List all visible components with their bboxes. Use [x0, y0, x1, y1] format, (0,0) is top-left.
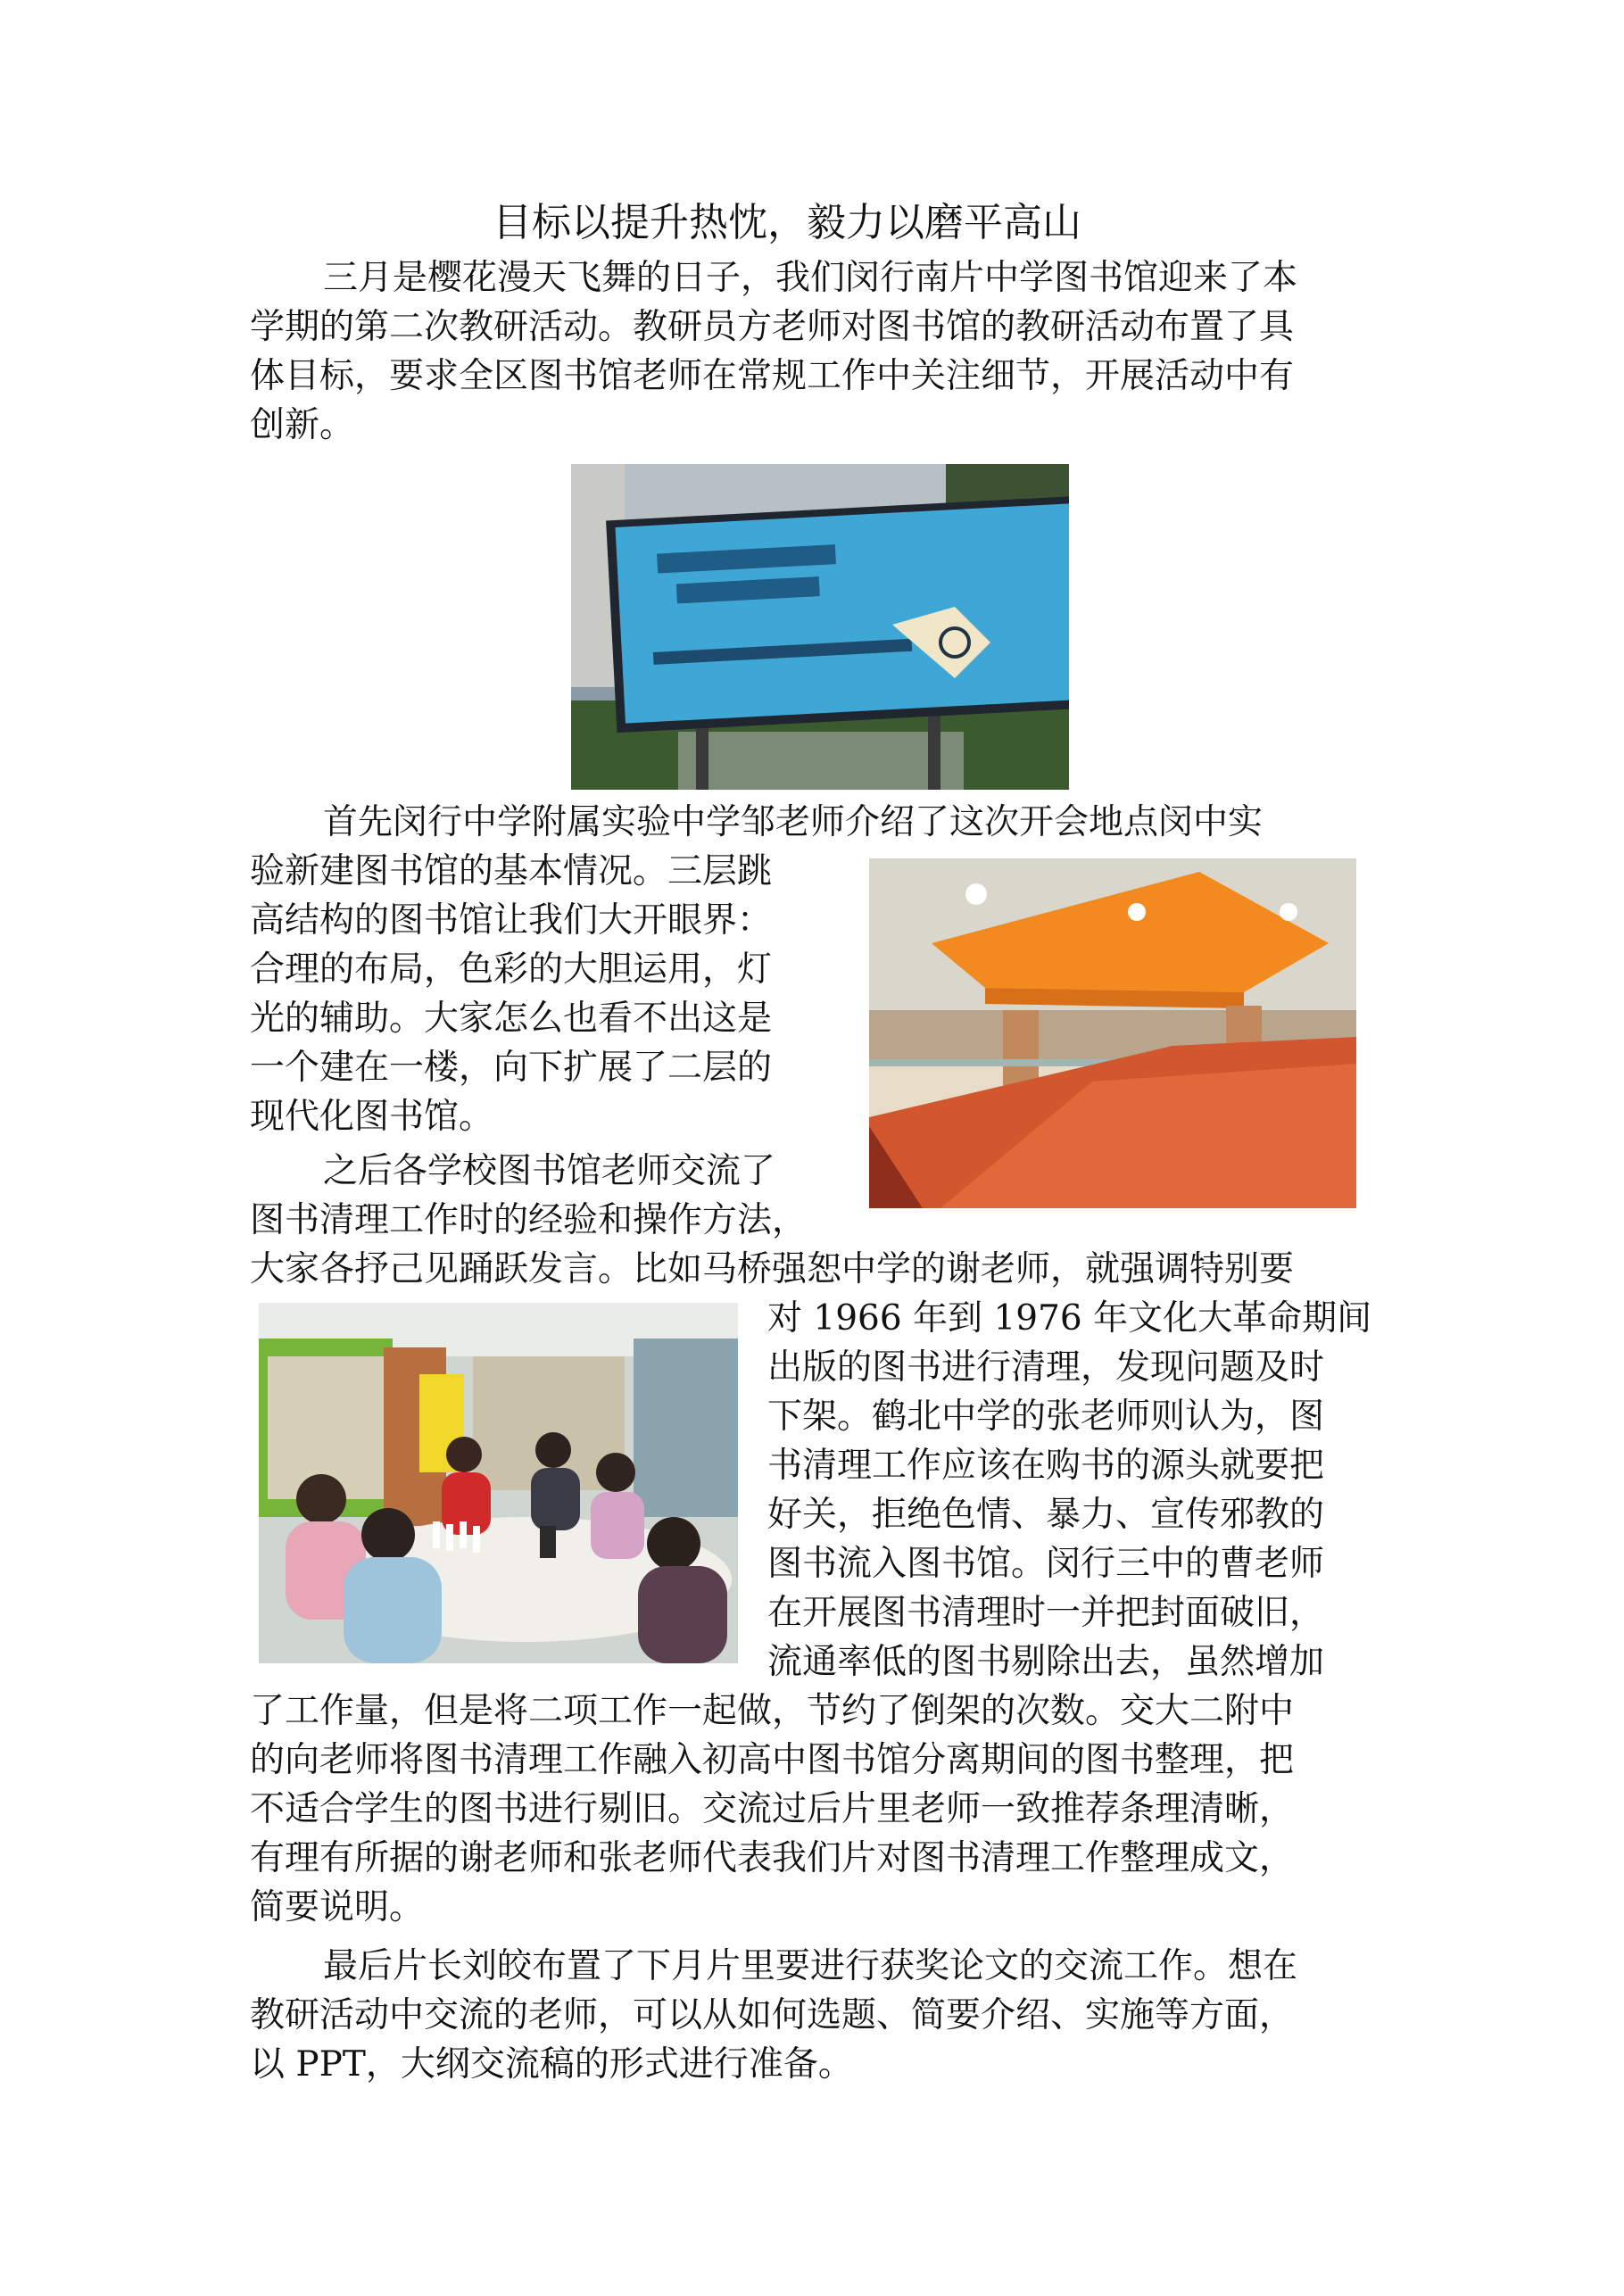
intro-line: 三月是樱花漫天飞舞的日子，我们闵行南片中学图书馆迎来了本: [323, 258, 1298, 298]
section-two-line: 有理有所据的谢老师和张老师代表我们片对图书清理工作整理成文，: [250, 1838, 1295, 1878]
section-two-line: 好关，拒绝色情、暴力、宣传邪教的: [767, 1495, 1325, 1535]
closing-line: 最后片长刘皎布置了下月片里要进行获奖论文的交流工作。想在: [323, 1946, 1298, 1986]
intro-line: 体目标，要求全区图书馆老师在常规工作中关注细节，开展活动中有: [250, 356, 1295, 396]
section-one-line: 一个建在一楼，向下扩展了二层的: [250, 1048, 773, 1088]
section-one-line: 高结构的图书馆让我们大开眼界：: [250, 900, 773, 941]
section-two-line: 了工作量，但是将二项工作一起做，节约了倒架的次数。交大二附中: [250, 1691, 1295, 1731]
section-two-line: 图书清理工作时的经验和操作方法，: [250, 1200, 808, 1240]
closing-line: 以 PPT，大纲交流稿的形式进行准备。: [250, 2044, 853, 2085]
section-two-line: 之后各学校图书馆老师交流了: [323, 1151, 776, 1191]
teachers-meeting-photo: [259, 1303, 738, 1663]
section-two-line: 的向老师将图书清理工作融入初高中图书馆分离期间的图书整理，把: [250, 1740, 1295, 1780]
section-two-line: 在开展图书清理时一并把封面破旧，: [767, 1593, 1325, 1633]
intro-line: 创新。: [250, 405, 355, 445]
document-title: 目标以提升热忱，毅力以磨平高山: [493, 200, 1081, 245]
section-one-line: 现代化图书馆。: [250, 1097, 494, 1137]
section-one-line: 首先闵行中学附属实验中学邹老师介绍了这次开会地点闵中实: [323, 802, 1264, 842]
section-two-line: 图书流入图书馆。闵行三中的曹老师: [767, 1544, 1325, 1584]
section-one-line: 光的辅助。大家怎么也看不出这是: [250, 999, 773, 1039]
section-two-line: 不适合学生的图书进行剔旧。交流过后片里老师一致推荐条理清晰，: [250, 1789, 1295, 1829]
closing-line: 教研活动中交流的老师，可以从如何选题、简要介绍、实施等方面，: [250, 1995, 1295, 2035]
section-two-line: 书清理工作应该在购书的源头就要把: [767, 1446, 1325, 1486]
section-two-line: 对 1966 年到 1976 年文化大革命期间: [767, 1298, 1372, 1339]
library-interior-photo: [869, 858, 1356, 1208]
section-one-line: 合理的布局，色彩的大胆运用，灯: [250, 949, 773, 990]
section-two-line: 流通率低的图书剔除出去，虽然增加: [767, 1642, 1325, 1682]
section-two-line: 出版的图书进行清理，发现问题及时: [767, 1347, 1325, 1388]
section-two-line: 下架。鹤北中学的张老师则认为，图: [767, 1397, 1325, 1437]
section-one-line: 验新建图书馆的基本情况。三层跳: [250, 851, 773, 891]
intro-line: 学期的第二次教研活动。教研员方老师对图书馆的教研活动布置了具: [250, 307, 1295, 347]
section-two-line: 大家各抒己见踊跃发言。比如马桥强恕中学的谢老师，就强调特别要: [250, 1249, 1295, 1289]
led-sign-photo: [571, 464, 1069, 790]
section-two-line: 简要说明。: [250, 1887, 425, 1927]
